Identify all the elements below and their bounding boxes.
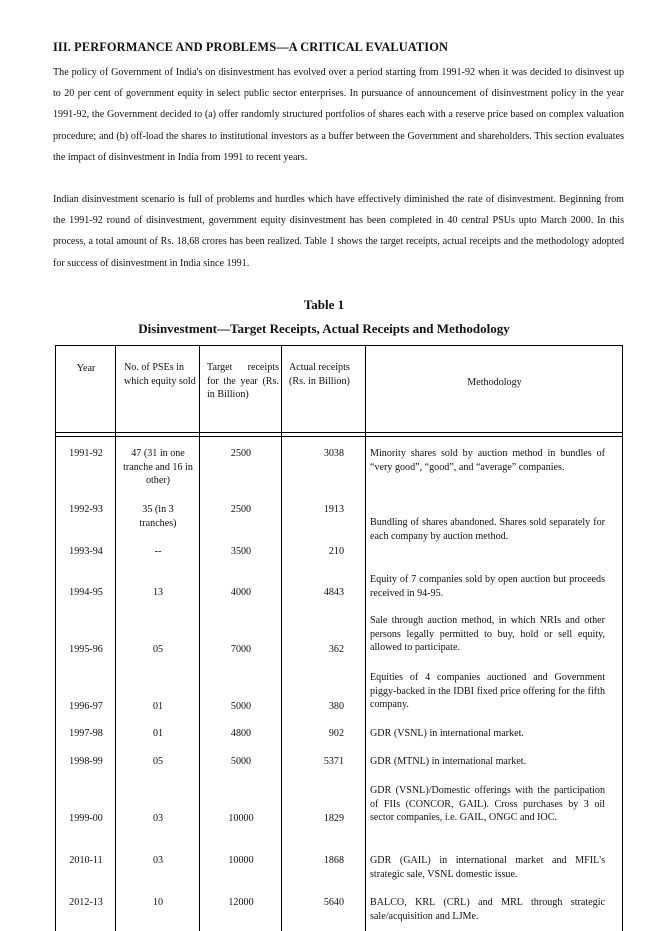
method-1998-99: GDR (MTNL) in international market.: [370, 756, 527, 767]
target-1995-96: 7000: [230, 644, 252, 655]
actual-1991-92: 3038: [323, 448, 344, 459]
target-1999-00: 10000: [228, 813, 254, 824]
table-label: Table 1: [303, 297, 345, 312]
paragraph-policy: The policy of Government of India's on disinvestment has evolved over a period starting from 1991-92 when it was decided to disinvest up to 20 per cent of government equity in select public sector enterprises. In pursuance of announcement of disinvestment policy in the year 1991-92, the Government decided to (a) offer randomly structured portfolios of shares each with a reserve price based on complex valuation procedure; and (b) off-load the shares to institutional investors as a buffer between the Government and shareholders. This section evaluates the impact of disinvestment in India from 1991 to recent years.: [53, 67, 624, 163]
year-1994-95: 1994-95: [69, 587, 103, 598]
method-1995-96: Sale through auction method, in which NRIs and other persons legally permitted to buy, hold or sell equity, allowed to participate.: [370, 615, 605, 654]
method-2010-11: GDR (GAIL) in international market and MFIL's strategic sale, VSNL domestic issue.: [370, 855, 605, 880]
year-1996-97: 1996-97: [69, 701, 103, 712]
target-1991-92: 2500: [230, 448, 252, 459]
year-2010-11: 2010-11: [69, 855, 103, 866]
table-title: Disinvestment—Target Receipts, Actual Receipts and Methodology: [138, 321, 510, 336]
year-1999-00: 1999-00: [69, 813, 103, 824]
target-1994-95: 4000: [230, 587, 252, 598]
header-divider: [56, 432, 622, 433]
pse-count-1994-95: 13: [152, 587, 164, 598]
column-divider: [199, 346, 200, 931]
method-1997-98: GDR (VSNL) in international market.: [370, 728, 524, 739]
header-target-receipts: Target receipts for the year (Rs. in Billion): [207, 362, 279, 401]
target-1998-99: 5000: [230, 756, 252, 767]
year-1993-94: 1993-94: [69, 546, 103, 557]
column-divider: [365, 346, 366, 931]
actual-1998-99: 5371: [323, 756, 344, 767]
year-1991-92: 1991-92: [69, 448, 103, 459]
actual-1999-00: 1829: [323, 813, 344, 824]
pse-count-1992-93: 35 (in 3 tranches): [139, 504, 177, 529]
target-1997-98: 4800: [230, 728, 252, 739]
column-divider: [281, 346, 282, 931]
pse-count-2012-13: 10: [152, 897, 164, 908]
header-divider: [56, 436, 622, 437]
actual-1992-93: 1913: [323, 504, 344, 515]
year-1997-98: 1997-98: [69, 728, 103, 739]
header-pse-count: No. of PSEs in which equity sold: [124, 362, 196, 387]
pse-count-2010-11: 03: [152, 855, 164, 866]
target-2012-13: 12000: [228, 897, 254, 908]
year-2012-13: 2012-13: [69, 897, 103, 908]
column-divider: [115, 346, 116, 931]
disinvestment-table: [55, 345, 623, 931]
actual-1995-96: 362: [328, 644, 344, 655]
target-1993-94: 3500: [230, 546, 252, 557]
method-2012-13: BALCO, KRL (CRL) and MRL through strategic sale/acquisition and LJMe.: [370, 897, 605, 922]
pse-count-1995-96: 05: [152, 644, 164, 655]
actual-2010-11: 1868: [323, 855, 344, 866]
paragraph-scenario: Indian disinvestment scenario is full of problems and hurdles which have effectively diminished the rate of disinvestment. Beginning from the 1991-92 round of disinvestment, government equity disinvestment has been completed in 40 central PSUs upto March 2000. In this process, a total amount of Rs. 18,68 crores has been realized. Table 1 shows the target receipts, actual receipts and the methodology adopted for success of disinvestment in India since 1991.: [53, 194, 624, 269]
header-methodology: Methodology: [467, 377, 522, 388]
year-1995-96: 1995-96: [69, 644, 103, 655]
actual-2012-13: 5640: [323, 897, 344, 908]
actual-1997-98: 902: [328, 728, 344, 739]
method-1994-95: Equity of 7 companies sold by open auction but proceeds received in 94-95.: [370, 574, 605, 599]
target-2010-11: 10000: [228, 855, 254, 866]
method-1996-97: Equities of 4 companies auctioned and Government piggy-backed in the IDBI fixed price offering for the fifth company.: [370, 672, 605, 711]
method-1999-00: GDR (VSNL)/Domestic offerings with the participation of FIIs (CONCOR, GAIL). Cross purchases by 3 oil sector companies, i.e. GAIL, ONGC and IOC.: [370, 785, 605, 824]
target-1992-93: 2500: [230, 504, 252, 515]
header-year: Year: [76, 363, 96, 374]
method-1991-92: Minority shares sold by auction method in bundles of “very good”, “good”, and “average” companies.: [370, 448, 605, 473]
pse-count-1997-98: 01: [152, 728, 164, 739]
pse-count-1999-00: 03: [152, 813, 164, 824]
pse-count-1993-94: --: [154, 546, 162, 557]
pse-count-1991-92: 47 (31 in one tranche and 16 in other): [123, 448, 193, 487]
header-actual-receipts: Actual receipts (Rs. in Billion): [289, 362, 350, 387]
actual-1996-97: 380: [328, 701, 344, 712]
year-1998-99: 1998-99: [69, 756, 103, 767]
pse-count-1996-97: 01: [152, 701, 164, 712]
target-1996-97: 5000: [230, 701, 252, 712]
method-1992-94: Bundling of shares abandoned. Shares sold separately for each company by auction method.: [370, 517, 605, 542]
section-heading: III. PERFORMANCE AND PROBLEMS—A CRITICAL EVALUATION: [53, 40, 448, 54]
actual-1993-94: 210: [328, 546, 344, 557]
pse-count-1998-99: 05: [152, 756, 164, 767]
actual-1994-95: 4843: [323, 587, 344, 598]
year-1992-93: 1992-93: [69, 504, 103, 515]
